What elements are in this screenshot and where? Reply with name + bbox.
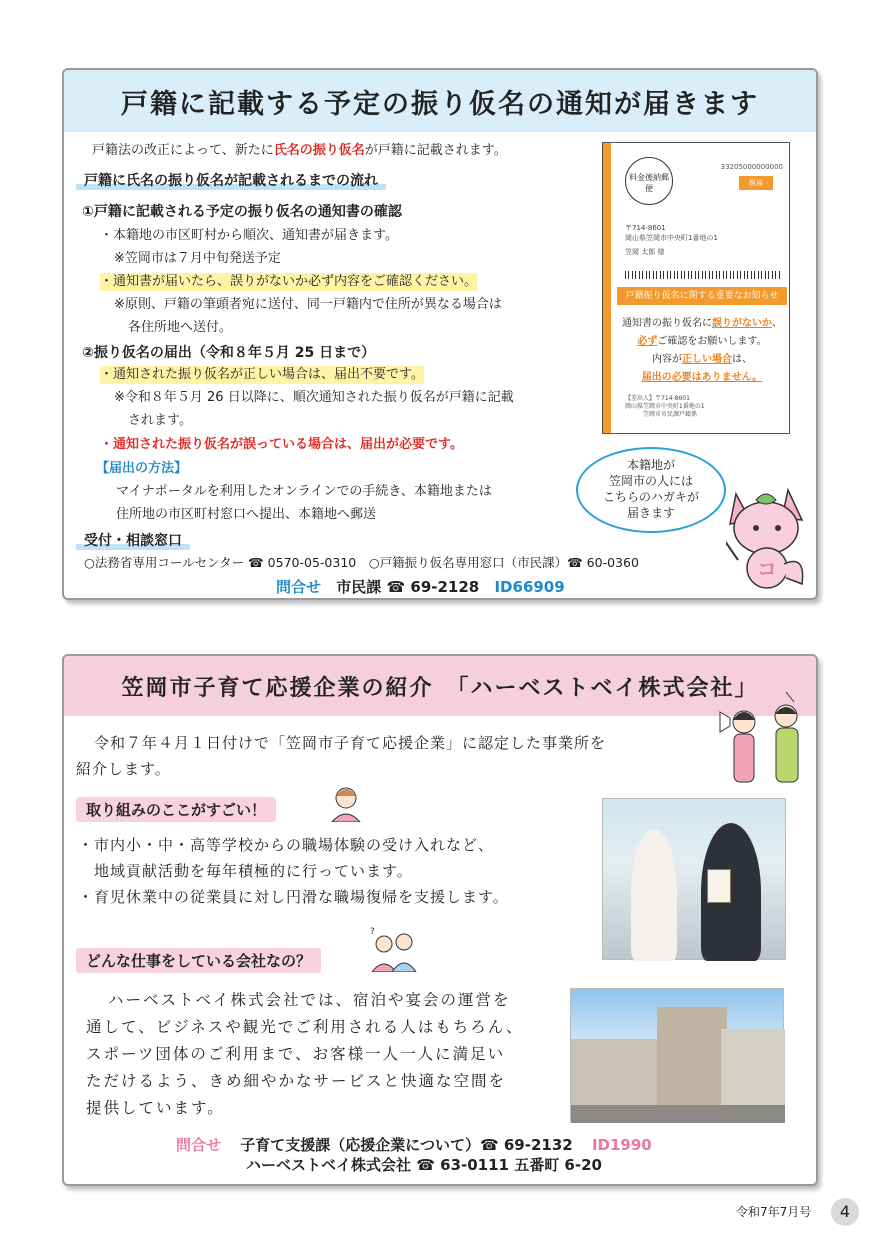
postcard-stamp: 料金後納郵便 [625, 157, 673, 205]
furigana-notice-title: 戸籍に記載する予定の振り仮名の通知が届きます [64, 70, 816, 132]
svg-text:?: ? [370, 927, 375, 937]
great-line: 地域貢献活動を毎年積極的に行っています。 [94, 862, 413, 880]
postcard-barcode [625, 271, 781, 279]
postcard-address: 〒714-8601 [625, 224, 666, 232]
postcard-address: 岡山県笠岡市中央町1番地の1 [625, 234, 718, 242]
method-line: マイナポータルを利用したオンラインでの手続き、本籍地または [116, 484, 492, 499]
work-line: 通して、ビジネスや観光でご利用される人はもちろん、 [86, 1018, 524, 1036]
method-line: 住所地の市区町村窓口へ提出、本籍地へ郵送 [116, 507, 377, 522]
work-line: 提供しています。 [86, 1099, 225, 1117]
great-heading: 取り組みのここがすごい！ [76, 797, 276, 822]
megaphone-people-icon [714, 682, 814, 788]
company-intro-card [62, 654, 818, 1186]
postcard-tag: 親展 [739, 176, 773, 190]
company-intro: 令和７年４月１日付けで「笠岡市子育て応援企業」に認定した事業所を [94, 734, 607, 752]
woman-icon [326, 782, 366, 822]
great-line: ・市内小・中・高等学校からの職場体験の受け入れなど、 [78, 836, 495, 854]
postcard-code: 33205000000000 [720, 163, 783, 171]
method-heading: 【届出の方法】 [96, 461, 188, 476]
postcard-message: 内容が正しい場合は、 [652, 354, 752, 365]
notice-postcard-image [602, 142, 790, 434]
step1-heading: ①戸籍に記載される予定の振り仮名の通知書の確認 [82, 204, 402, 220]
postcard-message: 必ずご確認をお願いします。 [637, 336, 767, 347]
notice-contact: 問合せ 市民課 ☎ 69-2128 ID66909 [276, 578, 565, 596]
postcard-sender: 岡山県笠岡市中央町1番地の1 [625, 403, 705, 410]
step1-line: 各住所地へ送付。 [128, 320, 233, 335]
flow-heading: 戸籍に氏名の振り仮名が記載されるまでの流れ [76, 170, 386, 190]
svg-text:コ: コ [757, 557, 777, 581]
postcard-recipient: 笠岡 太郎 様 [625, 248, 665, 256]
company-title: 笠岡市子育て応援企業の紹介 「ハーベストベイ株式会社」 [64, 656, 816, 716]
thinking-people-icon [370, 926, 418, 972]
step2-line: されます。 [128, 413, 192, 428]
company-contact-line2: ハーベストベイ株式会社 ☎ 63-0111 五番町 6-20 [246, 1156, 602, 1174]
step1-line-highlight: ・通知書が届いたら、誤りがないか必ず内容をご確認ください。 [100, 274, 478, 289]
postcard-sender: 【差出人】〒714-8601 [625, 395, 690, 402]
postcard-stripe [603, 143, 611, 433]
page-number: 4 [831, 1198, 859, 1226]
company-contact: 問合せ 子育て支援課（応援企業について）☎ 69-2132 ID1990 [176, 1136, 652, 1154]
step2-line-highlight: ・通知された振り仮名が正しい場合は、届出不要です。 [100, 367, 424, 382]
award-ceremony-photo [602, 798, 786, 960]
company-intro: 紹介します。 [76, 760, 171, 778]
consult-line: ○法務省専用コールセンター ☎ 0570-05-0310 ○戸籍振り仮名専用窓口（市民課）☎ 60-0360 [84, 555, 639, 570]
work-line: ハーベストベイ株式会社では、宿泊や宴会の運営を [108, 991, 511, 1009]
step2-line: ※令和８年５月 26 日以降に、順次通知された振り仮名が戸籍に記載 [114, 390, 514, 405]
step1-line: ※原則、戸籍の筆頭者宛に送付、同一戸籍内で住所が異なる場合は [114, 297, 502, 312]
mascot-fox-icon [726, 484, 808, 592]
postcard-band: 戸籍振り仮名に関する重要なお知らせ [617, 287, 787, 305]
step1-line: ・本籍地の市区町村から順次、通知書が届きます。 [100, 228, 398, 243]
furigana-notice-card [62, 68, 818, 600]
step2-heading: ②振り仮名の届出（令和８年５月 25 日まで） [82, 345, 376, 361]
notice-intro: 戸籍法の改正によって、新たに氏名の振り仮名が戸籍に記載されます。 [92, 143, 507, 158]
great-line: ・育児休業中の従業員に対し円滑な職場復帰を支援します。 [78, 888, 509, 906]
postcard-sender: 笠岡市市民課戸籍係 [643, 411, 698, 418]
issue-label: 令和7年7月号 [736, 1205, 812, 1219]
consult-heading: 受付・相談窓口 [76, 530, 190, 550]
postcard-message: 届出の必要はありません。 [641, 372, 763, 383]
work-line: ただけるよう、きめ細やかなサービスと快適な空間を [86, 1072, 507, 1090]
speech-bubble: 本籍地が 笠岡市の人には こちらのハガキが 届きます [576, 447, 726, 533]
step1-line: ※笠岡市は７月中旬発送予定 [114, 251, 281, 266]
step2-line-warning: ・通知された振り仮名が誤っている場合は、届出が必要です。 [100, 437, 463, 452]
work-line: スポーツ団体のご利用まで、お客様一人一人に満足い [86, 1045, 506, 1063]
hotel-building-photo [570, 988, 784, 1122]
work-heading: どんな仕事をしている会社なの？ [76, 948, 321, 973]
postcard-message: 通知書の振り仮名に誤りがないか、 [622, 318, 782, 329]
